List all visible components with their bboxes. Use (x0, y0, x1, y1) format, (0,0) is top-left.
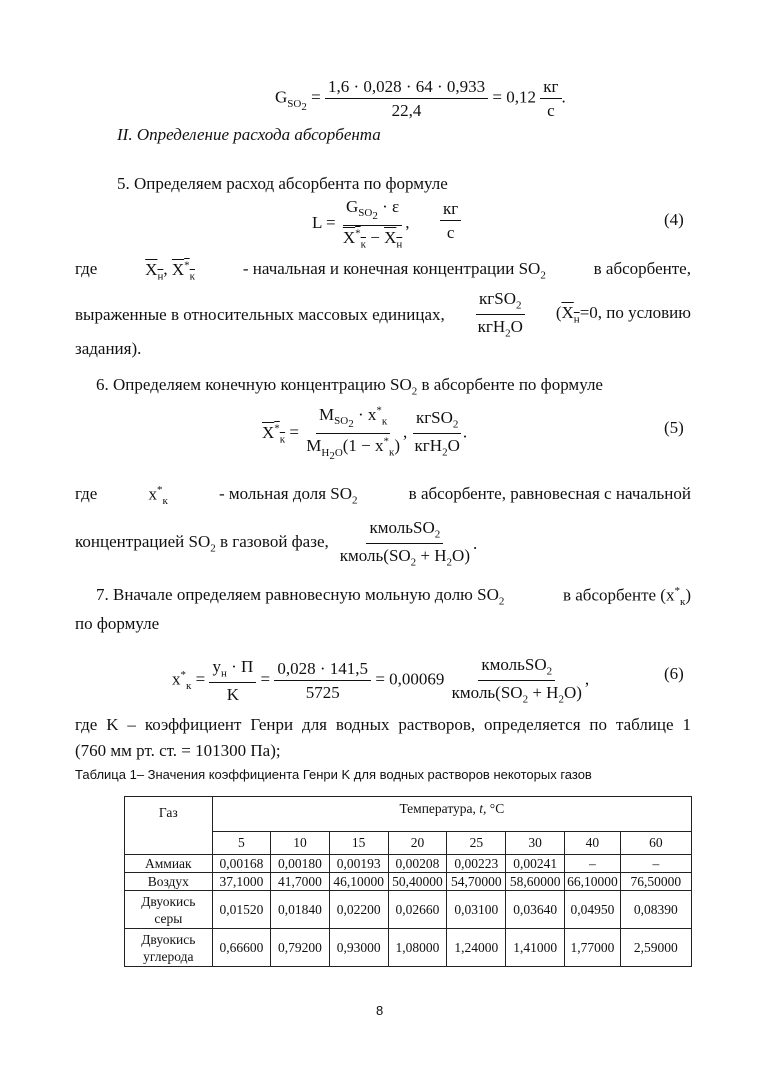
value-cell: 0,00180 (271, 855, 330, 873)
temp-header-cell: 25 (447, 832, 506, 855)
temp-header-cell: 10 (271, 832, 330, 855)
step7-after1: где K – коэффициент Генри для водных растворов, определяется по таблице 1 (75, 715, 691, 734)
value-cell: 58,60000 (506, 873, 565, 891)
value-cell: 76,50000 (620, 873, 691, 891)
temp-header-cell: 60 (620, 832, 691, 855)
value-cell: 0,08390 (620, 891, 691, 929)
value-cell: – (565, 855, 621, 873)
step5-line2: выраженные в относительных массовых единицах, $\frac{кгSO_2}{кгH_2O}$ ($X_н=0$, по условию (75, 289, 691, 340)
value-cell: 0,00168 (212, 855, 271, 873)
value-cell: 66,10000 (565, 873, 621, 891)
formula-gso2: $G_{SO_2}$ = $\frac{1,6 \cdot 0,028 \cdot 64 \cdot 0,933}{22,4}$ = 0,12 $\frac{кг}{с}$ . (275, 77, 566, 121)
henry-table-wrap (124, 796, 692, 967)
value-cell: 0,01520 (212, 891, 271, 929)
head-gas: Газ (125, 797, 213, 855)
value-cell: 0,03640 (506, 891, 565, 929)
gas-name-cell: Двуокись серы (125, 891, 213, 929)
table-row (125, 891, 692, 929)
value-cell: 1,77000 (565, 929, 621, 967)
eq-number-6: (6) (664, 664, 684, 683)
value-cell: 0,93000 (329, 929, 388, 967)
formula-4-unit: $\frac{кг}{с}$ (440, 198, 461, 244)
value-cell: 0,79200 (271, 929, 330, 967)
value-cell: 0,00241 (506, 855, 565, 873)
value-cell: 0,02660 (388, 891, 447, 929)
step7-line1: 7. Вначале определяем равновесную мольную долю $SO_2$ в абсорбенте $(x^*_к)$ (96, 585, 691, 609)
value-cell: 0,03100 (447, 891, 506, 929)
head-temp: Температура, t, °С (212, 797, 691, 832)
page-number: 8 (376, 1003, 384, 1018)
table-caption: Таблица 1– Значения коэффициента Генри K для водных растворов некоторых газов (75, 767, 592, 782)
value-cell: – (620, 855, 691, 873)
gas-name-cell: Двуокись углерода (125, 929, 213, 967)
value-cell: 1,24000 (447, 929, 506, 967)
value-cell: 37,1000 (212, 873, 271, 891)
step7-line2: по формуле (75, 614, 160, 633)
value-cell: 0,02200 (329, 891, 388, 929)
value-cell: 1,08000 (388, 929, 447, 967)
value-cell: 2,59000 (620, 929, 691, 967)
step5-line3: задания). (75, 339, 142, 358)
step6-where-line: где $x^*_к$ - мольная доля $SO_2$ в абсорбенте, равновесная с начальной (75, 484, 691, 508)
step6-text: 6. Определяем конечную концентрацию $SO_2$ в абсорбенте по формуле (96, 375, 603, 398)
value-cell: 0,00223 (447, 855, 506, 873)
value-cell: 0,00208 (388, 855, 447, 873)
step5-text: 5. Определяем расход абсорбента по формуле (117, 174, 448, 193)
formula-4: L = $\frac{G_{SO_2} \cdot \varepsilon}{X^*_к - X_н}$ , (312, 197, 410, 251)
table-row (125, 929, 692, 967)
value-cell: 54,70000 (447, 873, 506, 891)
gas-name-cell: Воздух (125, 873, 213, 891)
step5-where-line: где $X_н$, $X^*_к$ - начальная и конечная концентрации $SO_2$ в абсорбенте, (75, 259, 691, 283)
temp-header-cell: 15 (329, 832, 388, 855)
temp-header-cell: 5 (212, 832, 271, 855)
eq-number-5: (5) (664, 418, 684, 437)
eq-number-4: (4) (664, 210, 684, 229)
value-cell: 46,10000 (329, 873, 388, 891)
value-cell: 0,01840 (271, 891, 330, 929)
formula-5: $X^*_к$ = $\frac{M_{SO_2} \cdot x^*_к}{M_{H_2O}(1 - x^*_к)}$ , $\frac{кгSO_2}{кгH_2O}$ . (262, 404, 468, 462)
value-cell: 0,04950 (565, 891, 621, 929)
henry-table (124, 796, 692, 967)
temp-header-cell: 30 (506, 832, 565, 855)
section-title: II. Определение расхода абсорбента (117, 125, 381, 144)
step7-after2: (760 мм рт. ст. = 101300 Па); (75, 741, 281, 760)
value-cell: 0,66600 (212, 929, 271, 967)
value-cell: 1,41000 (506, 929, 565, 967)
temp-header-cell: 40 (565, 832, 621, 855)
step6-line2: концентрацией $SO_2$ в газовой фазе, $\frac{кмольSO_2}{кмоль(SO_2 + H_2O)}$ . (75, 518, 478, 569)
gas-name-cell: Аммиак (125, 855, 213, 873)
table-row (125, 873, 692, 891)
formula-6: $x^*_к$ = $\frac{y_н \cdot П}{K}$ = $\frac{0,028 \cdot 141,5}{5725}$ = 0,00069 $\frac{кмольSO_2}{кмоль(SO_2 + H_2O)}$ , (172, 655, 590, 706)
value-cell: 41,7000 (271, 873, 330, 891)
value-cell: 50,40000 (388, 873, 447, 891)
temp-header-cell: 20 (388, 832, 447, 855)
table-row (125, 855, 692, 873)
value-cell: 0,00193 (329, 855, 388, 873)
